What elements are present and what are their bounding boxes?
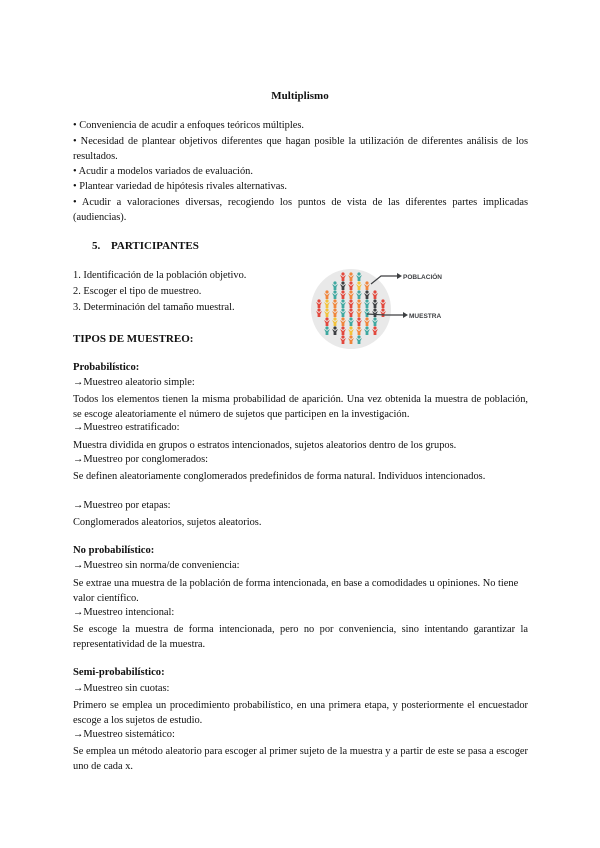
person-icon bbox=[333, 317, 336, 320]
person-icon bbox=[317, 308, 320, 311]
person-icon bbox=[341, 335, 344, 338]
step-item: 2. Escoger el tipo de muestreo. bbox=[73, 286, 202, 297]
sampling-type-name: →Muestreo por conglomerados: bbox=[73, 454, 209, 465]
person-icon bbox=[365, 308, 368, 311]
person-icon bbox=[341, 326, 344, 329]
no-probabilistico-title: No probabilístico: bbox=[73, 545, 155, 556]
person-icon bbox=[357, 281, 360, 284]
person-icon bbox=[357, 308, 360, 311]
poblacion-label: POBLACIÓN bbox=[403, 274, 442, 281]
person-icon bbox=[349, 290, 352, 293]
step-item: 1. Identificación de la población objetivo. bbox=[73, 270, 247, 281]
person-icon bbox=[365, 326, 368, 329]
sampling-type-name: →Muestreo intencional: bbox=[73, 607, 175, 618]
person-icon bbox=[349, 335, 352, 338]
person-icon bbox=[333, 281, 336, 284]
person-icon bbox=[357, 317, 360, 320]
section-title: PARTICIPANTES bbox=[111, 240, 199, 252]
person-icon bbox=[349, 317, 352, 320]
sampling-type-desc: Todos los elementos tienen la misma probabilidad de aparición. Una vez obtenida la muestra de población, se escoge aleatoriamente el número de sujetos que participen en la investigación. bbox=[73, 394, 528, 420]
person-icon bbox=[373, 317, 376, 320]
tipos-heading: TIPOS DE MUESTREO: bbox=[73, 333, 194, 345]
semi-probabilistico-title: Semi-probabilístico: bbox=[73, 667, 165, 678]
person-icon bbox=[365, 317, 368, 320]
person-icon bbox=[325, 299, 328, 302]
person-icon bbox=[333, 326, 336, 329]
bullet-item: • Acudir a valoraciones diversas, recogiendo los puntos de vista de las diferentes partes implicadas (audiencias). bbox=[73, 197, 528, 223]
person-icon bbox=[357, 290, 360, 293]
person-icon bbox=[381, 299, 384, 302]
sampling-type-desc: Muestra dividida en grupos o estratos intencionados, sujetos aleatorios dentro de los grupos. bbox=[73, 440, 457, 451]
person-icon bbox=[373, 299, 376, 302]
person-icon bbox=[341, 299, 344, 302]
muestra-label: MUESTRA bbox=[409, 313, 442, 320]
person-icon bbox=[325, 326, 328, 329]
person-icon bbox=[349, 308, 352, 311]
person-icon bbox=[341, 290, 344, 293]
sampling-type-name: →Muestreo aleatorio simple: bbox=[73, 377, 195, 388]
person-icon bbox=[365, 281, 368, 284]
person-icon bbox=[357, 335, 360, 338]
person-icon bbox=[357, 272, 360, 275]
sampling-type-name: →Muestreo sistemático: bbox=[73, 729, 175, 740]
sampling-type-desc: Se escoge la muestra de forma intencionada, pero no por conveniencia, sino intentando garantizar la representatividad de la muestra. bbox=[73, 624, 528, 650]
sampling-type-name: →Muestreo sin cuotas: bbox=[73, 683, 170, 694]
sampling-type-name: →Muestreo por etapas: bbox=[73, 500, 171, 511]
sampling-type-desc: Se extrae una muestra de la población de forma intencionada, en base a comodidades u opiniones. No tiene valor científico. bbox=[73, 578, 519, 604]
person-icon bbox=[341, 281, 344, 284]
person-icon bbox=[381, 308, 384, 311]
person-icon bbox=[373, 290, 376, 293]
person-icon bbox=[325, 290, 328, 293]
sampling-type-desc: Se emplea un método aleatorio para escoger al primer sujeto de la muestra y a partir de este se pasa a escoger uno de cada x. bbox=[73, 746, 528, 772]
bullet-item: • Necesidad de plantear objetivos diferentes que hagan posible la utilización de diferentes análisis de los resultados. bbox=[73, 136, 528, 162]
person-icon bbox=[325, 317, 328, 320]
bullet-item: • Conveniencia de acudir a enfoques teóricos múltiples. bbox=[73, 120, 305, 131]
person-icon bbox=[341, 272, 344, 275]
person-icon bbox=[349, 272, 352, 275]
bullet-item: • Acudir a modelos variados de evaluación. bbox=[73, 166, 253, 177]
person-icon bbox=[373, 326, 376, 329]
population-sample-figure bbox=[305, 262, 455, 358]
sampling-type-desc: Se definen aleatoriamente conglomerados predefinidos de forma natural. Individuos intencionados. bbox=[73, 471, 486, 482]
sampling-type-desc: Primero se emplea un procedimiento probabilístico, en una primera etapa, y posteriormente el encuestador escoge a los sujetos de estudio. bbox=[73, 700, 528, 726]
section-number: 5. bbox=[92, 240, 101, 252]
person-icon bbox=[333, 299, 336, 302]
page-title: Multiplismo bbox=[271, 90, 329, 102]
person-icon bbox=[333, 308, 336, 311]
sampling-type-desc: Conglomerados aleatorios, sujetos aleatorios. bbox=[73, 517, 262, 528]
person-icon bbox=[357, 326, 360, 329]
person-icon bbox=[325, 308, 328, 311]
person-icon bbox=[365, 290, 368, 293]
person-icon bbox=[341, 308, 344, 311]
step-item: 3. Determinación del tamaño muestral. bbox=[73, 302, 235, 313]
person-icon bbox=[349, 281, 352, 284]
person-icon bbox=[317, 299, 320, 302]
person-icon bbox=[333, 290, 336, 293]
person-icon bbox=[357, 299, 360, 302]
person-icon bbox=[341, 317, 344, 320]
sampling-type-name: →Muestreo sin norma/de conveniencia: bbox=[73, 560, 240, 571]
person-icon bbox=[365, 299, 368, 302]
probabilistico-title: Probabilístico: bbox=[73, 362, 140, 373]
person-icon bbox=[349, 299, 352, 302]
bullet-item: • Plantear variedad de hipótesis rivales alternativas. bbox=[73, 181, 287, 192]
person-icon bbox=[349, 326, 352, 329]
sampling-type-name: →Muestreo estratificado: bbox=[73, 422, 180, 433]
person-icon bbox=[373, 308, 376, 311]
